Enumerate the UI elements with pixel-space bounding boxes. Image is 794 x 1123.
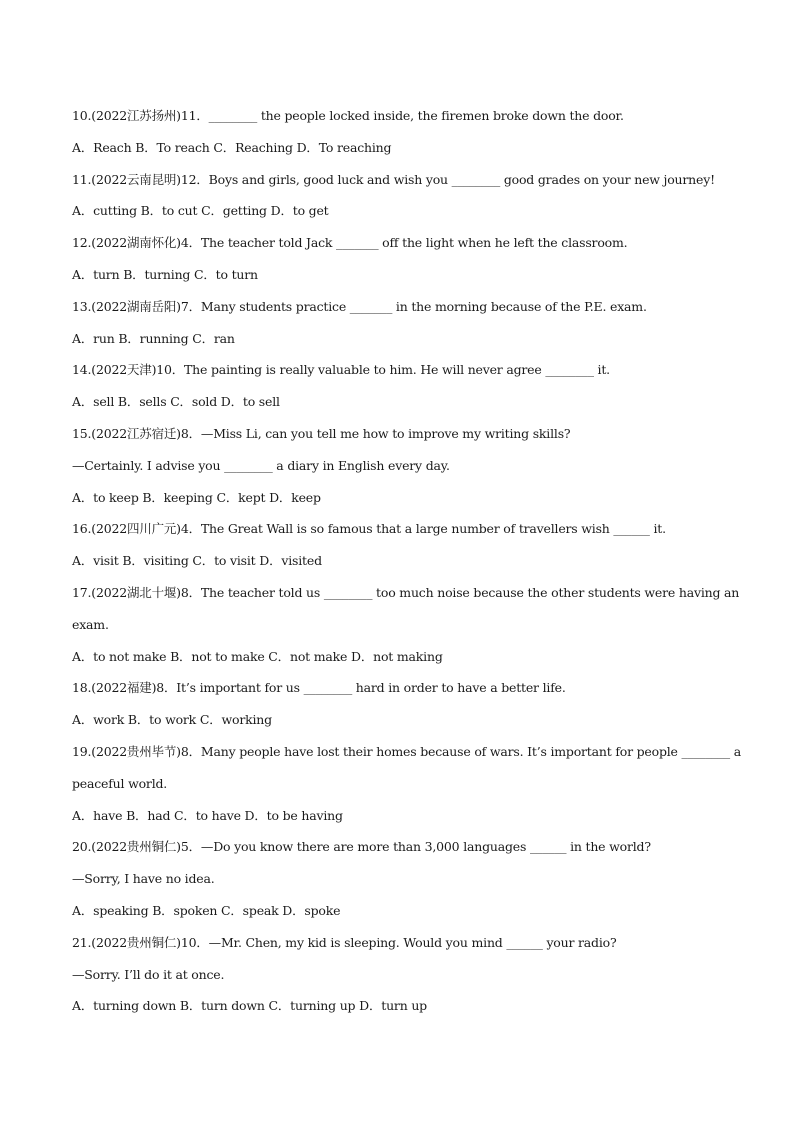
question-15-dialogue: —Certainly. I advise you ________ a diary in English every day.: [72, 457, 450, 473]
options-15: A．to keep B．keeping C．kept D．keep: [72, 489, 321, 505]
question-20-dialogue: —Sorry, I have no idea.: [72, 871, 215, 887]
question-18: 18.(2022福建)8．It’s important for us ________ hard in order to have a better life.: [72, 680, 566, 696]
document-page: [72, 100, 741, 1022]
options-13: A．run B．running C．ran: [72, 330, 235, 346]
question-16: 16.(2022四川广元)4．The Great Wall is so famous that a large number of travellers wish ______ it.: [72, 521, 666, 537]
options-12: A．turn B．turning C．to turn: [72, 266, 258, 282]
options-16: A．visit B．visiting C．to visit D．visited: [72, 553, 322, 569]
options-19: A．have B．had C．to have D．to be having: [72, 807, 343, 823]
question-14: 14.(2022天津)10．The painting is really valuable to him. He will never agree ________ it.: [72, 362, 610, 378]
question-17-continued: exam.: [72, 616, 109, 632]
options-18: A．work B．to work C．working: [72, 712, 272, 728]
question-11: 11.(2022云南昆明)12．Boys and girls, good luck and wish you ________ good grades on your new journey!: [72, 171, 715, 187]
question-20: 20.(2022贵州铜仁)5．—Do you know there are more than 3,000 languages ______ in the world?: [72, 839, 651, 855]
question-19-continued: peaceful world.: [72, 775, 168, 791]
options-20: A．speaking B．spoken C．speak D．spoke: [72, 902, 341, 918]
options-14: A．sell B．sells C．sold D．to sell: [72, 394, 280, 410]
question-12: 12.(2022湖南怀化)4．The teacher told Jack _______ off the light when he left the classroom.: [72, 235, 628, 251]
question-13: 13.(2022湖南岳阳)7．Many students practice _______ in the morning because of the P.E. exam.: [72, 298, 647, 314]
options-10: A．Reach B．To reach C．Reaching D．To reaching: [72, 139, 392, 155]
question-15: 15.(2022江苏宿迁)8．—Miss Li, can you tell me how to improve my writing skills?: [72, 425, 571, 441]
question-10: 10.(2022江苏扬州)11．________ the people locked inside, the firemen broke down the door.: [72, 108, 624, 123]
question-19: 19.(2022贵州毕节)8．Many people have lost their homes because of wars. It’s important for people ________ a: [72, 743, 741, 759]
options-17: A．to not make B．not to make C．not make D．not making: [72, 648, 443, 664]
question-17: 17.(2022湖北十堰)8．The teacher told us ________ too much noise because the other students were having an: [72, 584, 740, 600]
question-21-dialogue: —Sorry. I’ll do it at once.: [72, 966, 225, 982]
options-21: A．turning down B．turn down C．turning up D．turn up: [72, 998, 427, 1014]
options-11: A．cutting B．to cut C．getting D．to get: [72, 203, 329, 219]
question-21: 21.(2022贵州铜仁)10．—Mr. Chen, my kid is sleeping. Would you mind ______ your radio?: [72, 934, 617, 950]
